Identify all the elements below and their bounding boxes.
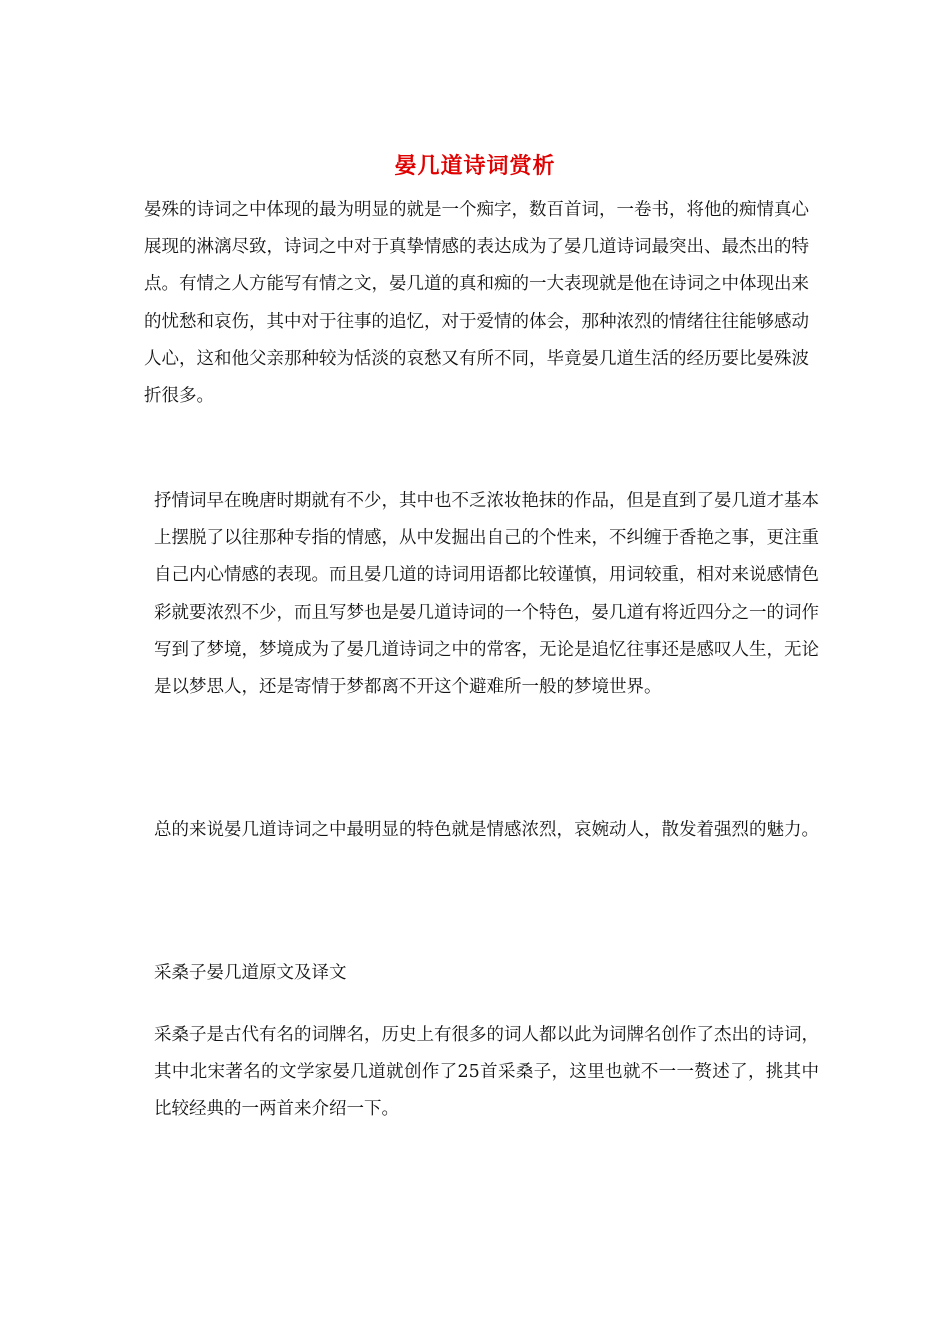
- paragraph-intro: 晏殊的诗词之中体现的最为明显的就是一个痴字，数百首词，一卷书，将他的痴情真心展现的淋漓尽致，诗词之中对于真挚情感的表达成为了晏几道诗词最突出、最杰出的特点。有情之人方能写有情之文，晏几道的真和痴的一大表现就是他在诗词之中体现出来的忧愁和哀伤，其中对于往事的追忆，对于爱情的体会，那种浓烈的情绪往往能够感动人心，这和他父亲那种较为恬淡的哀愁又有所不同，毕竟晏几道生活的经历要比晏殊波折很多。: [144, 200, 809, 407]
- paragraph-lyric-history: 抒情词早在晚唐时期就有不少，其中也不乏浓妆艳抹的作品，但是直到了晏几道才基本上摆脱了以往那种专指的情感，从中发掘出自己的个性来，不纠缠于香艳之事，更注重自己内心情感的表现。而且晏几道的诗词用语都比较谨慎，用词较重，相对来说感情色彩就要浓烈不少，而且写梦也是晏几道诗词的一个特色，晏几道有将近四分之一的词作写到了梦境，梦境成为了晏几道诗词之中的常客，无论是追忆往事还是感叹人生，无论是以梦思人，还是寄情于梦都离不开这个避难所一般的梦境世界。: [154, 491, 819, 698]
- paragraph-caisangzi: 采桑子是古代有名的词牌名，历史上有很多的词人都以此为词牌名创作了杰出的诗词，其中北宋著名的文学家晏几道就创作了25首采桑子，这里也就不一一赘述了，挑其中比较经典的一两首来介绍一下。: [154, 1025, 819, 1120]
- section-heading: 采桑子晏几道原文及译文: [154, 963, 347, 983]
- document-title: 晏几道诗词赏析: [394, 153, 556, 179]
- paragraph-summary: 总的来说晏几道诗词之中最明显的特色就是情感浓烈，哀婉动人，散发着强烈的魅力。: [154, 820, 819, 840]
